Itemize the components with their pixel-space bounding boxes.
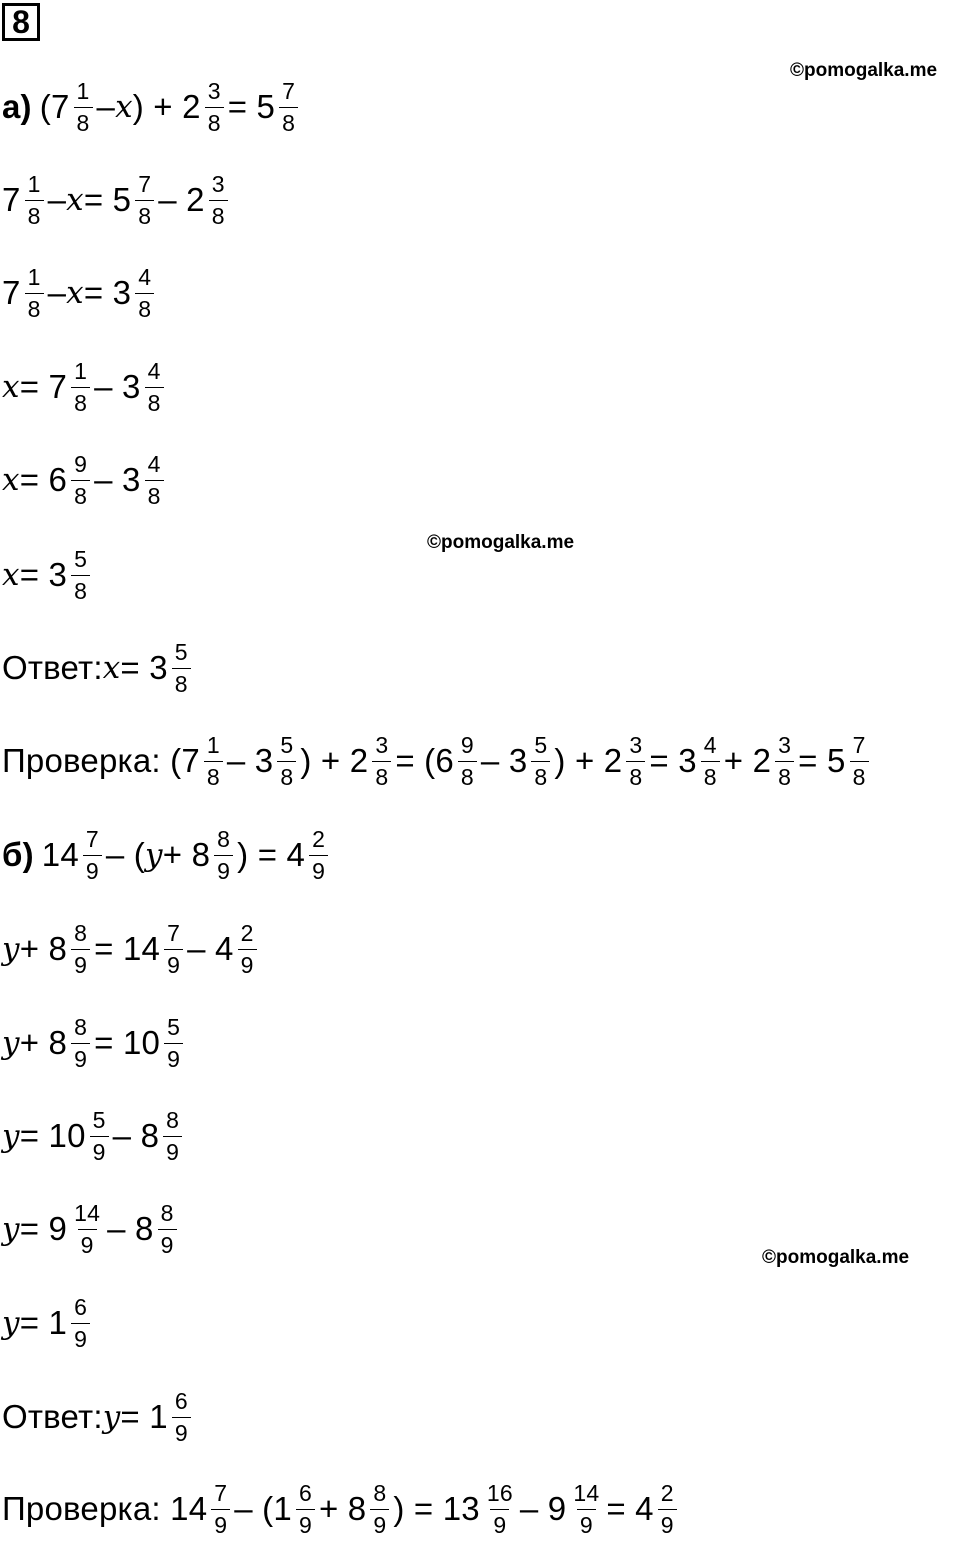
answer-label: Ответ: (2, 1398, 103, 1435)
text: = 5 (83, 181, 132, 218)
denominator: 8 (279, 107, 298, 135)
numerator: 3 (778, 731, 792, 758)
fraction (90, 1106, 109, 1165)
fraction (172, 1387, 191, 1446)
fraction (238, 919, 257, 978)
variable: y (2, 931, 20, 967)
watermark-bottom: ©pomogalka.me (762, 1247, 910, 1268)
denominator: 9 (78, 1229, 97, 1257)
fraction (775, 731, 794, 790)
task-number: 8 (12, 3, 30, 40)
fraction (570, 1479, 602, 1538)
text: – 3 (226, 742, 274, 779)
text: = 3 (649, 742, 697, 779)
denominator: 8 (531, 761, 550, 789)
denominator: 9 (164, 949, 183, 977)
denominator: 9 (71, 1323, 90, 1351)
numerator: 2 (660, 1479, 674, 1506)
fraction (135, 263, 154, 322)
part-b-step-5 (2, 1194, 181, 1264)
fraction (370, 1479, 389, 1538)
text: (7 (39, 88, 70, 125)
numerator: 6 (74, 1293, 88, 1320)
denominator: 8 (135, 293, 154, 321)
denominator: 8 (209, 200, 228, 228)
numerator: 9 (74, 450, 88, 477)
fraction (71, 545, 90, 604)
fraction (172, 638, 191, 697)
fraction (214, 825, 233, 884)
part-b-step-3 (2, 1008, 187, 1078)
numerator: 7 (282, 77, 296, 104)
numerator: 7 (852, 731, 866, 758)
part-b-check (2, 1474, 681, 1544)
numerator: 8 (160, 1199, 174, 1226)
numerator: 3 (207, 77, 221, 104)
numerator: 6 (298, 1479, 312, 1506)
check-label: Проверка: 14 (2, 1490, 208, 1527)
fraction (145, 450, 164, 509)
text: 7 (2, 274, 21, 311)
fraction (279, 77, 298, 136)
fraction (74, 77, 93, 136)
fraction (164, 919, 183, 978)
text: + 8 (162, 836, 211, 873)
text: 7 (2, 181, 21, 218)
numerator: 8 (217, 825, 231, 852)
part-a-check (2, 726, 873, 796)
text: = 5 (227, 88, 276, 125)
watermark-middle: ©pomogalka.me (427, 532, 575, 553)
part-a-label: а) (2, 88, 32, 125)
numerator: 5 (167, 1013, 181, 1040)
fraction (296, 1479, 315, 1538)
text: ) + 2 (300, 742, 369, 779)
variable: x (2, 462, 20, 498)
text: = 9 (19, 1210, 68, 1247)
numerator: 7 (167, 919, 181, 946)
fraction (277, 731, 296, 790)
text: – (1 (234, 1490, 292, 1527)
denominator: 8 (71, 480, 90, 508)
denominator: 8 (172, 668, 191, 696)
numerator: 8 (74, 919, 88, 946)
denominator: 9 (238, 949, 257, 977)
text: – 2 (158, 181, 205, 218)
numerator: 7 (138, 170, 152, 197)
denominator: 8 (372, 761, 391, 789)
text: + 2 (723, 742, 772, 779)
denominator: 9 (296, 1509, 315, 1537)
denominator: 8 (775, 761, 794, 789)
numerator: 1 (27, 170, 41, 197)
text: = 4 (606, 1490, 654, 1527)
denominator: 9 (90, 1136, 109, 1164)
fraction (164, 1013, 183, 1072)
text: + 8 (318, 1490, 367, 1527)
text: = 14 (94, 930, 161, 967)
fraction (484, 1479, 516, 1538)
numerator: 2 (240, 919, 254, 946)
denominator: 8 (458, 761, 477, 789)
text: ) + 2 (132, 88, 201, 125)
answer-label: Ответ: (2, 649, 103, 686)
variable: x (66, 275, 84, 311)
numerator: 5 (280, 731, 294, 758)
variable: y (2, 1025, 20, 1061)
fraction (135, 170, 154, 229)
fraction (701, 731, 720, 790)
denominator: 8 (145, 387, 164, 415)
text: – 8 (112, 1117, 160, 1154)
fraction (25, 170, 44, 229)
text: + 8 (19, 1024, 68, 1061)
part-b-step-4 (2, 1101, 186, 1171)
denominator: 9 (163, 1136, 182, 1164)
denominator: 9 (370, 1509, 389, 1537)
numerator: 4 (703, 731, 717, 758)
variable: x (66, 182, 84, 218)
part-a-step-4 (2, 352, 168, 422)
text: – 4 (187, 930, 234, 967)
fraction (163, 1106, 182, 1165)
text: – ( (105, 836, 146, 873)
text: = 1 (120, 1398, 168, 1435)
fraction (71, 919, 90, 978)
denominator: 8 (25, 293, 44, 321)
fraction (850, 731, 869, 790)
variable: y (2, 1118, 20, 1154)
text: = (6 (395, 742, 454, 779)
variable: x (2, 369, 20, 405)
task-number-box (2, 3, 40, 41)
numerator: 16 (486, 1479, 513, 1506)
part-a-equation (2, 72, 302, 142)
fraction (658, 1479, 677, 1538)
text: + 8 (19, 930, 68, 967)
denominator: 9 (658, 1509, 677, 1537)
numerator: 6 (174, 1387, 188, 1414)
part-a-step-6 (2, 540, 94, 610)
denominator: 9 (83, 855, 102, 883)
denominator: 9 (214, 855, 233, 883)
part-a-step-2 (2, 165, 232, 235)
numerator: 8 (373, 1479, 387, 1506)
part-b-label: б) (2, 836, 34, 873)
text: – (47, 274, 67, 311)
variable: x (102, 650, 121, 686)
text: 14 (41, 836, 79, 873)
text: = 10 (19, 1117, 86, 1154)
fraction (83, 825, 102, 884)
text: ) + 2 (554, 742, 623, 779)
numerator: 4 (138, 263, 152, 290)
numerator: 14 (573, 1479, 600, 1506)
text: = 6 (19, 461, 68, 498)
text: – 8 (107, 1210, 154, 1247)
fraction (71, 1199, 103, 1258)
fraction (531, 731, 550, 790)
numerator: 1 (206, 731, 220, 758)
denominator: 8 (25, 200, 44, 228)
variable: y (2, 1211, 20, 1247)
numerator: 2 (312, 825, 326, 852)
denominator: 9 (172, 1417, 191, 1445)
variable: y (145, 837, 163, 873)
fraction (209, 170, 228, 229)
fraction (204, 731, 223, 790)
numerator: 3 (375, 731, 389, 758)
variable: y (2, 1305, 20, 1341)
fraction (158, 1199, 177, 1258)
denominator: 8 (277, 761, 296, 789)
numerator: 4 (147, 357, 161, 384)
denominator: 9 (71, 1043, 90, 1071)
numerator: 7 (85, 825, 99, 852)
check-label: Проверка: (7 (2, 742, 200, 779)
numerator: 8 (166, 1106, 180, 1133)
fraction (25, 263, 44, 322)
text: = 3 (83, 274, 132, 311)
denominator: 9 (211, 1509, 230, 1537)
numerator: 5 (534, 731, 548, 758)
denominator: 9 (577, 1509, 596, 1537)
denominator: 8 (626, 761, 645, 789)
text: = 3 (19, 556, 68, 593)
text: – 9 (519, 1490, 567, 1527)
part-b-answer (2, 1382, 195, 1452)
text: = 7 (19, 368, 68, 405)
variable: x (2, 557, 20, 593)
text: – (47, 181, 67, 218)
denominator: 9 (490, 1509, 509, 1537)
denominator: 9 (158, 1229, 177, 1257)
fraction (458, 731, 477, 790)
denominator: 8 (71, 387, 90, 415)
denominator: 9 (309, 855, 328, 883)
text: ) = 13 (393, 1490, 480, 1527)
fraction (626, 731, 645, 790)
denominator: 8 (204, 761, 223, 789)
numerator: 5 (174, 638, 188, 665)
text: = 1 (19, 1304, 68, 1341)
numerator: 7 (214, 1479, 228, 1506)
numerator: 3 (629, 731, 643, 758)
numerator: 14 (74, 1199, 101, 1226)
part-b-step-6 (2, 1288, 94, 1358)
denominator: 8 (701, 761, 720, 789)
numerator: 3 (211, 170, 225, 197)
text: – 3 (94, 461, 141, 498)
denominator: 8 (135, 200, 154, 228)
text: = 5 (798, 742, 846, 779)
part-b-step-2 (2, 914, 261, 984)
denominator: 9 (164, 1043, 183, 1071)
fraction (372, 731, 391, 790)
part-b-equation (2, 820, 332, 890)
variable: x (115, 89, 133, 125)
denominator: 9 (71, 949, 90, 977)
fraction (71, 1013, 90, 1072)
numerator: 5 (74, 545, 88, 572)
fraction (309, 825, 328, 884)
numerator: 8 (74, 1013, 88, 1040)
numerator: 9 (460, 731, 474, 758)
fraction (71, 450, 90, 509)
fraction (71, 1293, 90, 1352)
denominator: 8 (205, 107, 224, 135)
fraction (145, 357, 164, 416)
denominator: 8 (850, 761, 869, 789)
denominator: 8 (74, 107, 93, 135)
text: ) = 4 (237, 836, 306, 873)
text: – 3 (94, 368, 141, 405)
text: – 3 (480, 742, 528, 779)
variable: y (102, 1399, 121, 1435)
numerator: 1 (74, 357, 88, 384)
fraction (71, 357, 90, 416)
numerator: 4 (147, 450, 161, 477)
watermark-top: ©pomogalka.me (790, 60, 938, 81)
numerator: 1 (76, 77, 90, 104)
fraction (211, 1479, 230, 1538)
text: – (96, 88, 116, 125)
part-a-answer (2, 633, 195, 703)
denominator: 8 (71, 575, 90, 603)
text: = 10 (94, 1024, 161, 1061)
denominator: 8 (145, 480, 164, 508)
fraction (205, 77, 224, 136)
numerator: 5 (92, 1106, 106, 1133)
text: = 3 (120, 649, 168, 686)
numerator: 1 (27, 263, 41, 290)
part-a-step-5 (2, 445, 168, 515)
part-a-step-3 (2, 258, 158, 328)
